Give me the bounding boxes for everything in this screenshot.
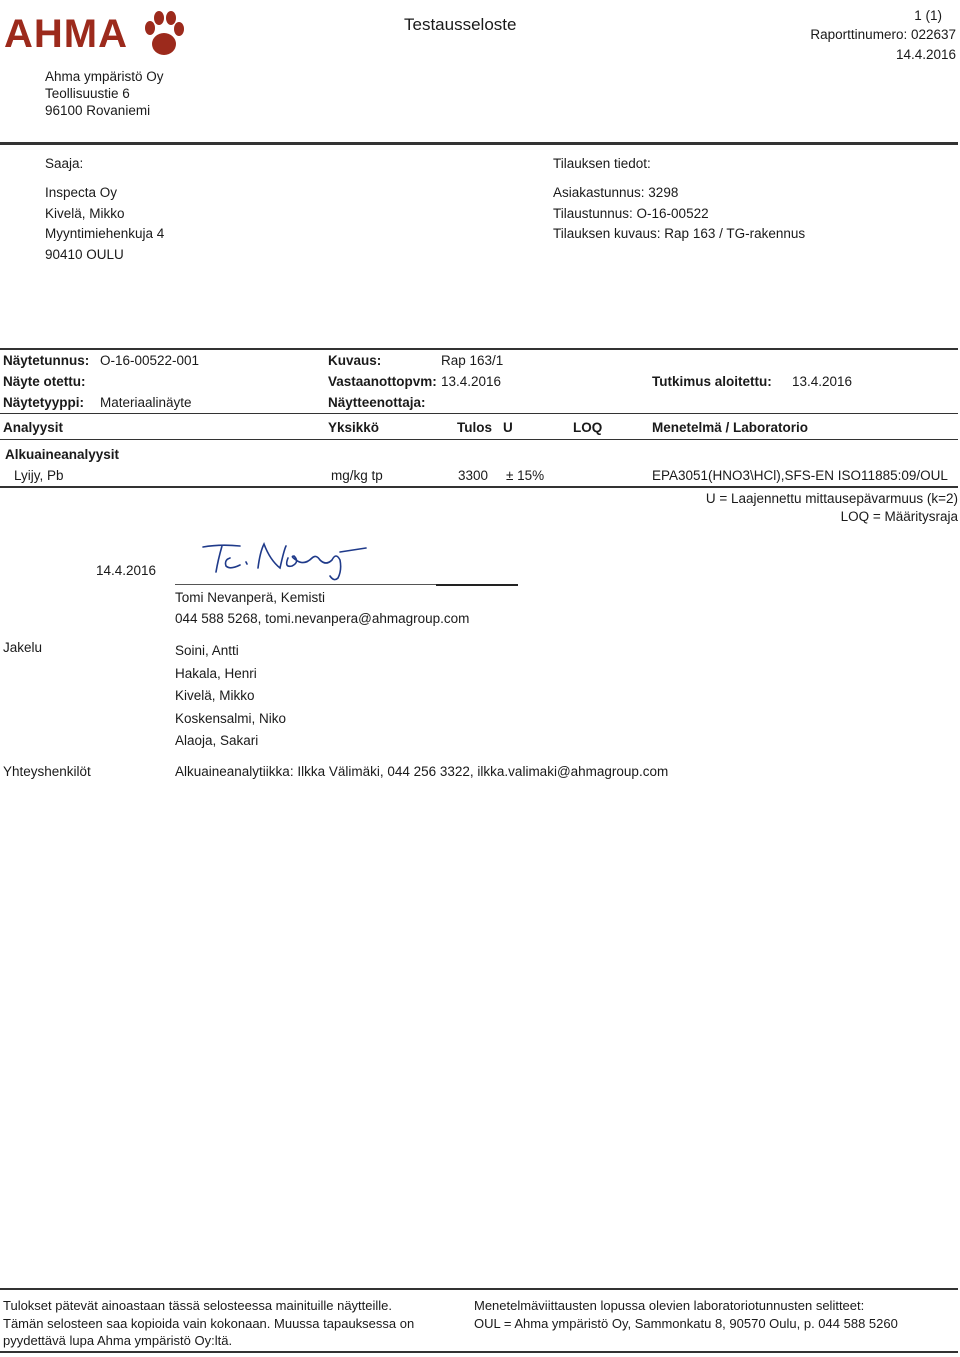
divider xyxy=(0,413,958,414)
analysis-result: 3300 xyxy=(458,468,489,483)
signer-contact: 044 588 5268, tomi.nevanpera@ahmagroup.com xyxy=(175,611,470,626)
analysis-method: EPA3051(HNO3\HCl),SFS-EN ISO11885:09/OUL xyxy=(652,468,948,483)
document-title: Testausseloste xyxy=(404,15,517,34)
sampler-label: Näytteenottaja: xyxy=(328,395,426,410)
footer-line: pyydettävä lupa Ahma ympäristö Oy:ltä. xyxy=(3,1333,233,1348)
signature-date: 14.4.2016 xyxy=(96,563,157,578)
report-number: Raporttinumero: 022637 xyxy=(810,27,956,42)
footer-line: Tämän selosteen saa kopioida vain kokonaan. Muussa tapauksessa on xyxy=(3,1315,415,1331)
company-logo: AHMA xyxy=(4,12,128,56)
sample-type-value: Materiaalinäyte xyxy=(100,395,192,410)
recipient-line: 90410 OULU xyxy=(45,246,124,262)
note-uncertainty: U = Laajennettu mittausepävarmuus (k=2) xyxy=(705,491,958,506)
list-item: Kivelä, Mikko xyxy=(175,688,255,703)
distribution-label: Jakelu xyxy=(3,640,43,655)
recipient-line: Kivelä, Mikko xyxy=(45,205,125,221)
order-block xyxy=(553,183,805,245)
signature-line-accent xyxy=(436,584,518,586)
recipient-line: Inspecta Oy xyxy=(45,185,118,200)
description-value: Rap 163/1 xyxy=(441,353,504,368)
recipient-block xyxy=(45,183,164,265)
divider xyxy=(0,142,958,145)
sample-id-label: Näytetunnus: xyxy=(3,353,90,368)
divider xyxy=(0,348,958,350)
list-item: Alaoja, Sakari xyxy=(175,733,259,748)
paw-print-icon xyxy=(142,8,186,62)
company-address xyxy=(45,68,164,119)
company-city: 96100 Rovaniemi xyxy=(45,103,151,118)
divider xyxy=(0,1351,958,1353)
report-date: 14.4.2016 xyxy=(895,47,956,62)
col-header-result: Tulos xyxy=(457,420,492,435)
col-header-method: Menetelmä / Laboratorio xyxy=(652,420,809,435)
contacts-label: Yhteyshenkilöt xyxy=(3,764,91,779)
recipient-label: Saaja: xyxy=(45,156,84,171)
distribution-list xyxy=(175,640,286,753)
footer-line: Menetelmäviittausten lopussa olevien laboratoriotunnusten selitteet: xyxy=(474,1298,865,1313)
list-item: Koskensalmi, Niko xyxy=(175,710,287,726)
group-title: Alkuaineanalyysit xyxy=(5,447,120,462)
started-label: Tutkimus aloitettu: xyxy=(652,374,772,389)
handwritten-signature xyxy=(200,538,370,584)
footer-line: Tulokset pätevät ainoastaan tässä selosteessa mainituille näytteille. xyxy=(3,1298,393,1313)
sample-id-value: O-16-00522-001 xyxy=(100,353,200,368)
description-label: Kuvaus: xyxy=(328,353,382,368)
note-loq: LOQ = Määritysraja xyxy=(840,509,958,524)
received-label: Vastaanottopvm: xyxy=(328,374,437,389)
divider xyxy=(0,1288,958,1290)
list-item: Soini, Antti xyxy=(175,643,239,658)
sample-taken-label: Näyte otettu: xyxy=(3,374,86,389)
company-street: Teollisuustie 6 xyxy=(45,86,130,101)
sample-type-label: Näytetyyppi: xyxy=(3,395,85,410)
list-item: Hakala, Henri xyxy=(175,665,257,681)
analysis-name: Lyijy, Pb xyxy=(14,468,64,483)
order-number: Tilaustunnus: O-16-00522 xyxy=(553,205,709,221)
signer-name: Tomi Nevanperä, Kemisti xyxy=(175,590,326,605)
divider xyxy=(0,486,958,488)
footer-left xyxy=(3,1297,414,1350)
analysis-unit: mg/kg tp xyxy=(331,468,383,483)
col-header-analyses: Analyysit xyxy=(3,420,64,435)
received-value: 13.4.2016 xyxy=(441,374,502,389)
order-description: Tilauksen kuvaus: Rap 163 / TG-rakennus xyxy=(553,226,806,241)
col-header-u: U xyxy=(503,420,513,435)
col-header-loq: LOQ xyxy=(573,420,603,435)
analysis-uncertainty: ± 15% xyxy=(506,468,545,483)
footer-line: OUL = Ahma ympäristö Oy, Sammonkatu 8, 90570 Oulu, p. 044 588 5260 xyxy=(474,1315,898,1331)
company-name: Ahma ympäristö Oy xyxy=(45,69,164,84)
divider xyxy=(0,439,958,440)
order-label: Tilauksen tiedot: xyxy=(553,156,651,171)
contacts-text: Alkuaineanalytiikka: Ilkka Välimäki, 044 256 3322, ilkka.valimaki@ahmagroup.com xyxy=(175,764,669,779)
started-value: 13.4.2016 xyxy=(792,374,853,389)
col-header-unit: Yksikkö xyxy=(328,420,380,435)
recipient-line: Myyntimiehenkuja 4 xyxy=(45,226,165,241)
footer-right xyxy=(474,1297,898,1332)
customer-number: Asiakastunnus: 3298 xyxy=(553,185,679,200)
page-number: 1 (1) xyxy=(914,8,942,23)
